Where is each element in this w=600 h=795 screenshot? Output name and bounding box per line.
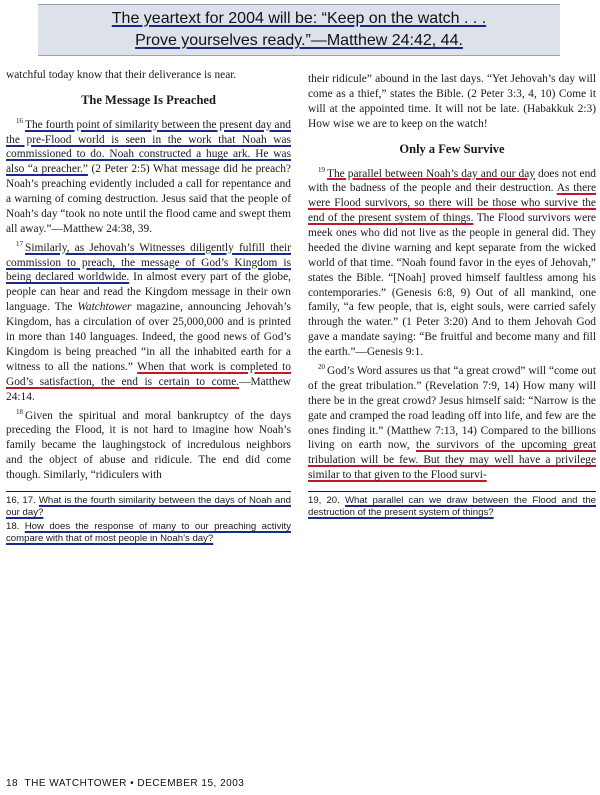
subheading-few-survive: Only a Few Survive bbox=[399, 141, 505, 156]
paragraph-text: does not end with the badness of the people and their destruction. bbox=[308, 167, 596, 195]
paragraph-continued: their ridicule” abound in the last days. “Yet Jehovah’s day will come as a thief,” states the Bible. (2 Peter 3:3, 4, 10) Come it will at the appointed time. It will not be late. (Habakkuk 2:3) How wise we are to keep on the watch! bbox=[308, 73, 596, 130]
paragraph-text: (2 Peter 2:5) What message did he preach? Noah’s preaching evidently included a call for repentance and a warning of coming destruction. Jesus said that the people of Noah’s day “took no note until the flood came and swept them all away.”—Matthew 24:38, 39. bbox=[6, 163, 292, 235]
paragraph-number: 20 bbox=[318, 363, 325, 372]
page-footer bbox=[6, 778, 244, 789]
left-column bbox=[6, 68, 291, 547]
magazine-title: Watchtower bbox=[77, 301, 132, 314]
subheading-message-preached: The Message Is Preached bbox=[81, 92, 216, 107]
paragraph-number: 17 bbox=[16, 239, 23, 248]
highlight-red: When that work is completed to God’s satisfaction, the end is certain to come. bbox=[6, 360, 291, 388]
paragraph-20 bbox=[308, 360, 596, 483]
publication-line: THE WATCHTOWER • DECEMBER 15, 2003 bbox=[24, 778, 245, 789]
paragraph-text: Given the spiritual and moral bankruptcy of the days preceding the Flood, it is not hard to imagine how Noah’s family became the laughingstock of incredulous neighbors and the object of abuse and ridicule. The end did come though. Similarly, “ridiculers with bbox=[6, 409, 291, 482]
right-column bbox=[308, 72, 596, 521]
paragraph-number: 16 bbox=[16, 116, 23, 125]
highlight-red: The parallel between Noah’s day and our day bbox=[327, 167, 535, 180]
paragraph-17 bbox=[6, 237, 291, 405]
paragraph-text: magazine, announcing Jehovah’s Kingdom, has a circulation of over 25,000,000 and is printed in more than 140 languages. Indeed, the good news of God’s Kingdom is being preached “in all the inhabited earth for a witness to all the nations.” bbox=[6, 301, 291, 373]
paragraph-16 bbox=[6, 114, 291, 237]
paragraph-18 bbox=[6, 405, 291, 483]
question-16-17: 16, 17. What is the fourth similarity between the days of Noah and our day? bbox=[6, 494, 292, 518]
paragraph-continued: watchful today know that their deliverance is near. bbox=[6, 69, 237, 81]
study-questions bbox=[308, 491, 596, 519]
banner-line-2: Prove yourselves ready.”—Matthew 24:42, 44. bbox=[135, 32, 463, 49]
question-19-20: 19, 20. What parallel can we draw between the Flood and the destruction of the present system of things? bbox=[308, 495, 596, 519]
paragraph-number: 19 bbox=[318, 165, 325, 174]
highlight-blue: Similarly, as Jehovah’s Witnesses diligently fulfill their commission to preach, the message of God’s Kingdom is being declared worldwide. bbox=[6, 241, 291, 284]
page-number: 18 bbox=[6, 778, 19, 789]
highlight-red: As there were Flood survivors, so there will be those who survive the end of the present system of things. bbox=[308, 182, 596, 225]
question-18: 18. How does the response of many to our preaching activity compare with that of most people in Noah’s day? bbox=[6, 520, 291, 544]
paragraph-number: 18 bbox=[16, 407, 23, 416]
paragraph-text: God’s Word assures us that “a great crowd” will “come out of the great tribulation.” (Revelation 7:9, 14) How many will there be in the great crowd? Jesus himself said: “Narrow is the gate and cramped the road leading off into life, and few are the ones finding it.” (Matthew 7:13, 14) Compared to the billions living on earth now, bbox=[308, 364, 597, 452]
paragraph-text: —Matthew 24:14. bbox=[6, 375, 291, 403]
banner-line-1: The yeartext for 2004 will be: “Keep on the watch . . . bbox=[111, 10, 487, 27]
study-questions bbox=[6, 491, 291, 545]
paragraph-19 bbox=[308, 163, 596, 361]
yeartext-banner bbox=[38, 4, 560, 56]
highlight-red: the survivors of the upcoming great tribulation will be few. But they may well have a privilege similar to that given to the Flood survi- bbox=[308, 439, 596, 482]
paragraph-text: The Flood survivors were meek ones who did not live as the people in general did. They heeded the divine warning and kept separate from the wicked world of that time. “Noah found favor in the eyes of Jehovah,” states the Bible. “[Noah] proved himself faultless among his contemporaries.” (Genesis 6:8, 9) Out of all mankind, one family, “a few people, that is, eight souls, were carried safely through the water.” (1 Peter 3:20) And to them Jehovah God gave a mandate saying: “Be fruitful and become many and fill the earth.”—Genesis 9:1. bbox=[308, 212, 596, 359]
paragraph-text: In almost every part of the globe, people can hear and read the Kingdom message in their own language. The bbox=[6, 271, 291, 314]
highlight-blue: The fourth point of similarity between the present day and the pre-Flood world is seen in the work that Noah was commissioned to do. Noah constructed a huge ark. He was also “a preacher.” bbox=[6, 118, 291, 176]
